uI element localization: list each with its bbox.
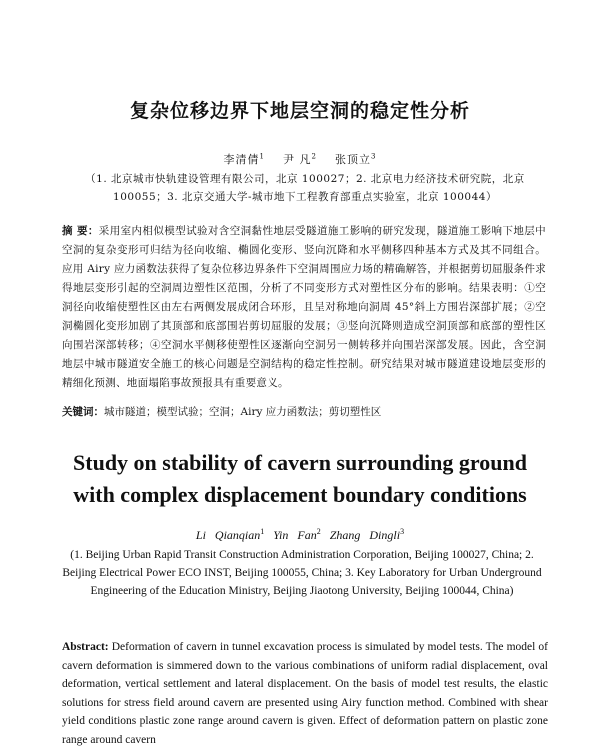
author-name: Zhang Dingli xyxy=(329,528,401,542)
author-affil-mark: 2 xyxy=(311,152,317,161)
english-abstract xyxy=(62,638,548,749)
english-title-line-1: Study on stability of cavern surrounding ground xyxy=(73,450,527,475)
author-name: Li Qianqian xyxy=(195,528,261,542)
author-affil-mark: 2 xyxy=(316,527,321,536)
author-affil-mark: 3 xyxy=(370,152,377,161)
english-abstract-text: Deformation of cavern in tunnel excavation process is simulated by model tests. The model of cavern deformation is simmered down to the various combinations of uniform radial displacement, oval deformation, vertical settlement and lateral displacement. On the basis of model test results, the elastic solutions for stress field around cavern are presented using Airy function method. Combined with shear yield conditions plastic zone range around cavern is given. Effect of deformation pattern on plastic zone range around cavern xyxy=(62,641,548,746)
english-authors xyxy=(0,527,600,543)
chinese-authors xyxy=(0,151,600,167)
author-affil-mark: 1 xyxy=(260,527,265,536)
chinese-title: 复杂位移边界下地层空洞的稳定性分析 xyxy=(129,100,470,122)
author-name: 尹 凡 xyxy=(283,153,312,166)
author-affil-mark: 3 xyxy=(400,527,405,536)
chinese-affiliation: （1. 北京城市快轨建设管理有限公司，北京 100027；2. 北京电力经济技术研究院，北京 100055；3. 北京交通大学-城市地下工程教育部重点实验室，北京 100044） xyxy=(85,173,525,203)
english-title xyxy=(0,447,600,511)
chinese-abstract-label: 摘 要： xyxy=(62,225,99,237)
chinese-keywords xyxy=(62,403,546,421)
english-affiliation: (1. Beijing Urban Rapid Transit Construction Administration Corporation, Beijing 100027, China; 2. Beijing Electrical Power ECO INST, Beijing 100055, China; 3. Key Laboratory for Urban Underground Engineering of the Education Ministry, Beijing Jiaotong University, Beijing 100044, China) xyxy=(62,549,542,597)
chinese-keywords-label: 关键词： xyxy=(62,406,104,418)
chinese-abstract xyxy=(62,222,546,393)
author-name: 张顶立 xyxy=(334,153,371,166)
author-affil-mark: 1 xyxy=(259,152,266,161)
chinese-keywords-text: 城市隧道；模型试验；空洞；Airy 应力函数法；剪切塑性区 xyxy=(104,406,382,418)
author-name: 李清倩 xyxy=(223,153,260,166)
english-title-line-2: with complex displacement boundary conditions xyxy=(73,482,527,507)
chinese-abstract-text: 采用室内相似模型试验对含空洞黏性地层受隧道施工影响的研究发现，隧道施工影响下地层中空洞的复杂变形可归结为径向收缩、椭圆化变形、竖向沉降和水平侧移四种基本方式及其不同组合。应用 Airy 应力函数法获得了复杂位移边界条件下空洞周围应力场的精确解答，并根据剪切屈服条件求得地层变形引起的空洞周边塑性区范围，分析了不同变形方式对塑性区分布的影响。结果表明：①空洞径向收缩使塑性区由左右两侧发展成闭合环形，且呈对称地向洞周 45°斜上方围岩深部扩展；②空洞椭圆化变形加剧了其顶部和底部围岩剪切屈服的发展；③竖向沉降则造成空洞顶部和底部的塑性区向围岩深部转移；④空洞水平侧移使塑性区逐渐向空洞另一侧转移并向围岩深部发展。因此，含空洞地层中城市隧道安全施工的核心问题是空洞结构的稳定性控制。研究结果对城市隧道建设地层变形的精细化预测、地面塌陷事故预报具有重要意义。 xyxy=(62,225,546,389)
english-abstract-label: Abstract: xyxy=(62,641,109,653)
author-name: Yin Fan xyxy=(273,528,317,542)
